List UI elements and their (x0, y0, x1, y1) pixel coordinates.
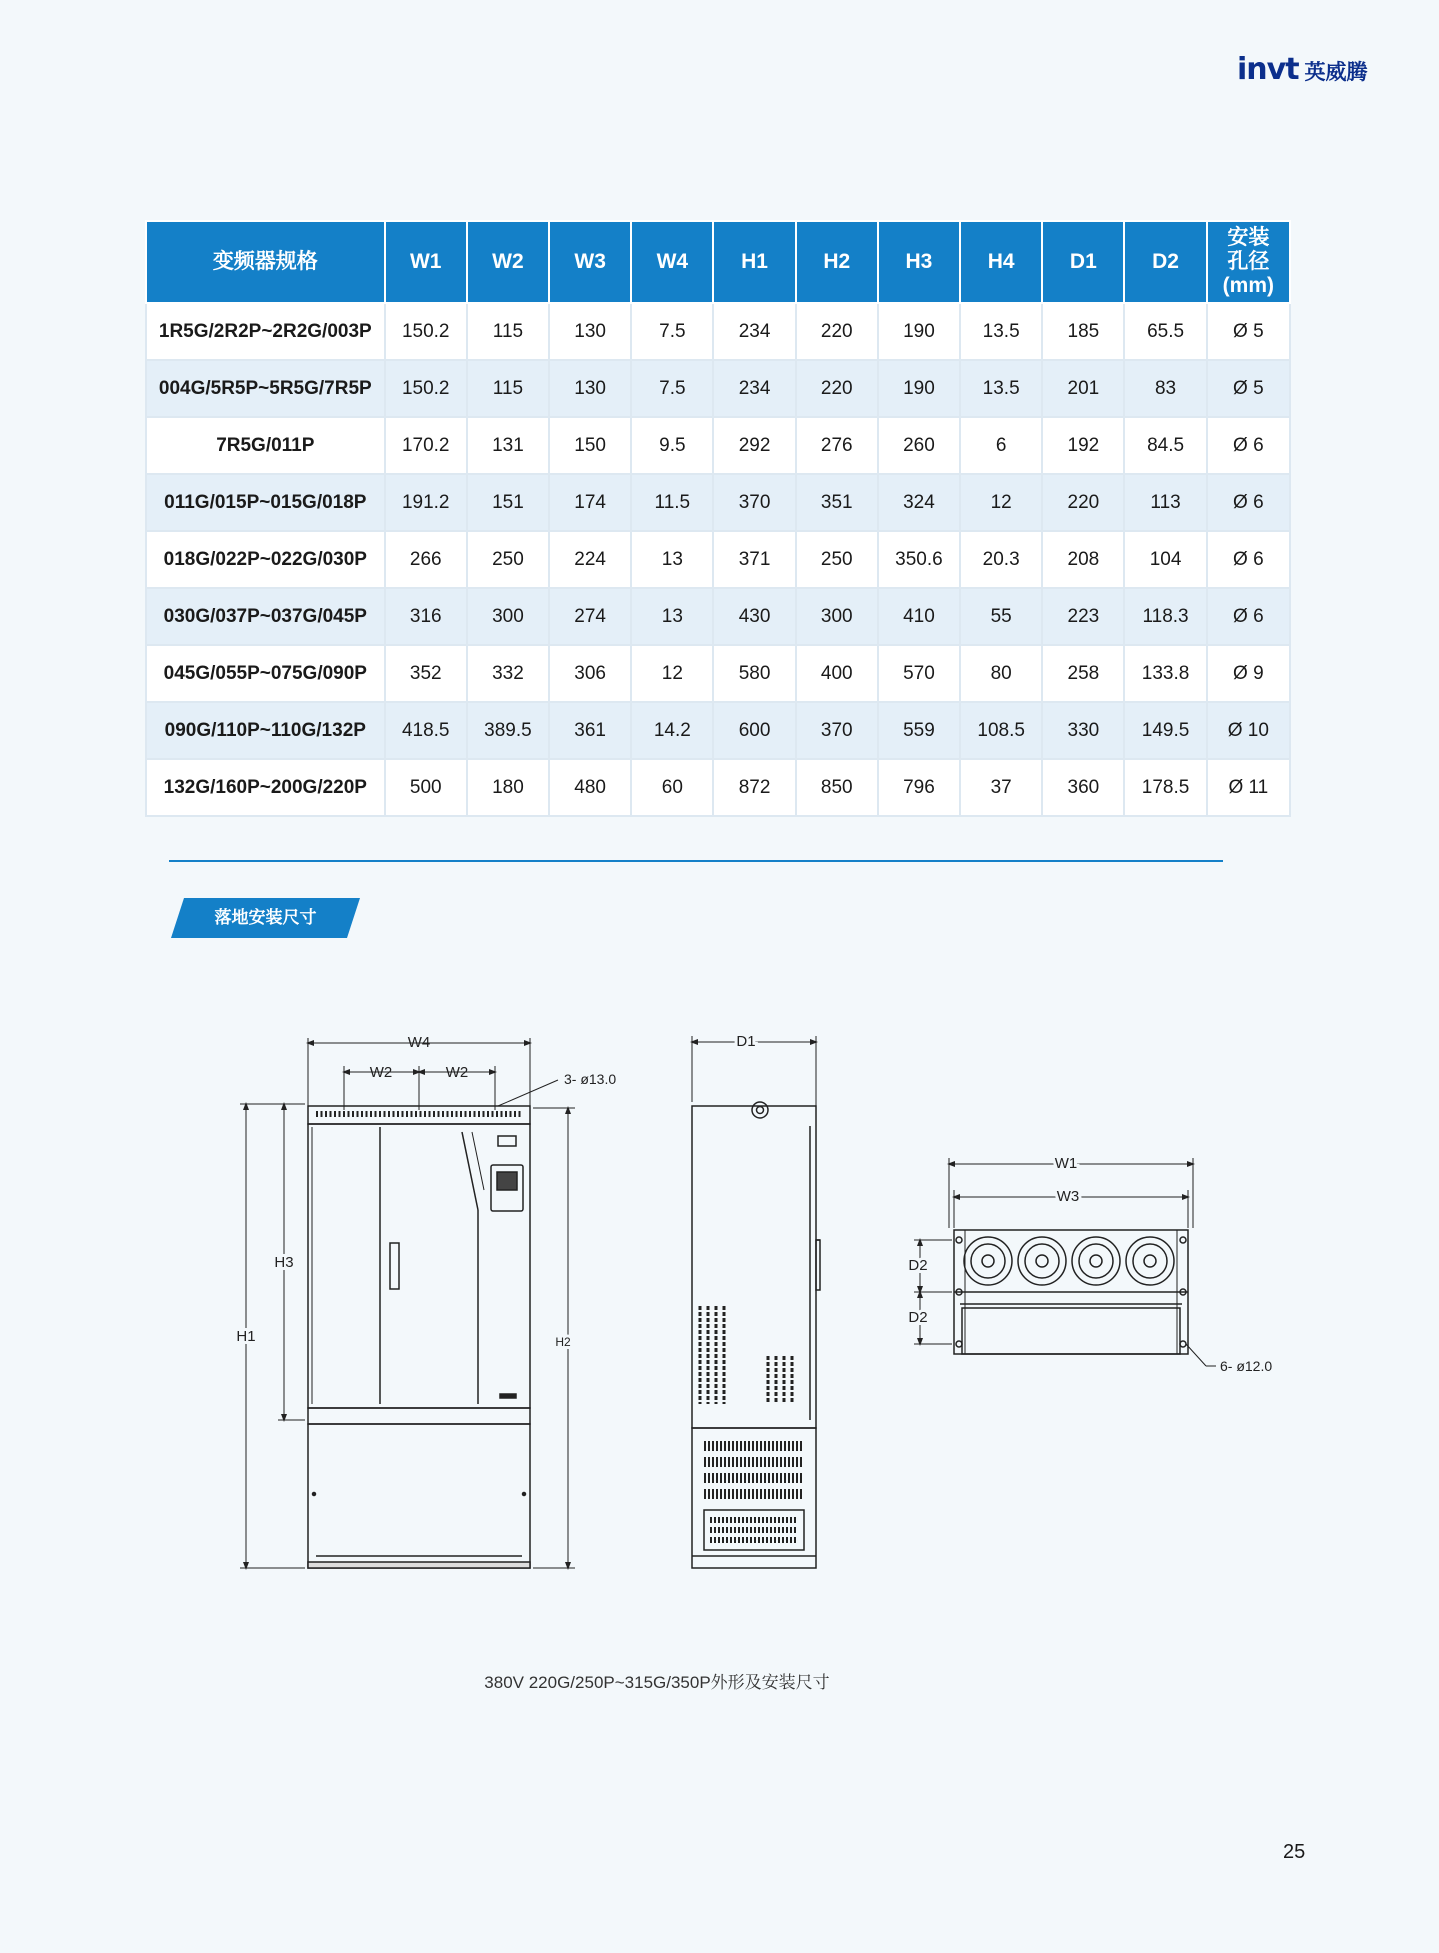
table-row (146, 588, 1290, 645)
value-cell: 13 (631, 588, 713, 645)
value-cell: 316 (385, 588, 467, 645)
value-cell: 104 (1124, 531, 1206, 588)
value-cell: 371 (713, 531, 795, 588)
value-cell: 60 (631, 759, 713, 816)
value-cell: 389.5 (467, 702, 549, 759)
front-view (240, 1038, 575, 1568)
value-cell: 430 (713, 588, 795, 645)
header-hole-line-3: (mm) (1222, 274, 1274, 298)
section-divider (169, 860, 1223, 862)
value-cell: 14.2 (631, 702, 713, 759)
value-cell: 170.2 (385, 417, 467, 474)
side-view-labels (736, 1033, 755, 1050)
value-cell: 174 (549, 474, 631, 531)
value-cell: 600 (713, 702, 795, 759)
header-hole-line-2: 孔径 (1227, 249, 1270, 273)
header-h3: H3 (878, 221, 960, 303)
value-cell: 258 (1042, 645, 1124, 702)
value-cell: 570 (878, 645, 960, 702)
section-tag (171, 898, 360, 938)
value-cell: 149.5 (1124, 702, 1206, 759)
value-cell: 234 (713, 360, 795, 417)
table-header-row (146, 221, 1290, 303)
header-h1: H1 (713, 221, 795, 303)
value-cell: 150.2 (385, 360, 467, 417)
value-cell: 12 (960, 474, 1042, 531)
model-cell: 7R5G/011P (146, 417, 385, 474)
value-cell: 324 (878, 474, 960, 531)
value-cell: 108.5 (960, 702, 1042, 759)
value-cell: 113 (1124, 474, 1206, 531)
value-cell: 133.8 (1124, 645, 1206, 702)
value-cell: 83 (1124, 360, 1206, 417)
value-cell: Ø 6 (1207, 417, 1290, 474)
value-cell: 361 (549, 702, 631, 759)
value-cell: 84.5 (1124, 417, 1206, 474)
value-cell: 796 (878, 759, 960, 816)
header-w3: W3 (549, 221, 631, 303)
value-cell: 13.5 (960, 360, 1042, 417)
header-hole-line-1: 安装 (1227, 225, 1270, 249)
value-cell: Ø 6 (1207, 588, 1290, 645)
value-cell: Ø 11 (1207, 759, 1290, 816)
label-w4: W4 (407, 1034, 431, 1051)
value-cell: 191.2 (385, 474, 467, 531)
value-cell: Ø 9 (1207, 645, 1290, 702)
value-cell: Ø 10 (1207, 702, 1290, 759)
model-cell: 018G/022P~022G/030P (146, 531, 385, 588)
header-w1: W1 (385, 221, 467, 303)
value-cell: 118.3 (1124, 588, 1206, 645)
model-cell: 004G/5R5P~5R5G/7R5P (146, 360, 385, 417)
value-cell: Ø 5 (1207, 303, 1290, 360)
invt-logo (1237, 52, 1368, 87)
value-cell: 220 (1042, 474, 1124, 531)
table-row (146, 645, 1290, 702)
label-d2-upper: D2 (908, 1257, 928, 1274)
value-cell: 190 (878, 303, 960, 360)
value-cell: 150 (549, 417, 631, 474)
value-cell: Ø 6 (1207, 531, 1290, 588)
model-cell: 045G/055P~075G/090P (146, 645, 385, 702)
value-cell: 115 (467, 360, 549, 417)
value-cell: 352 (385, 645, 467, 702)
label-h1: H1 (236, 1328, 256, 1345)
value-cell: 130 (549, 360, 631, 417)
header-hole-diameter (1207, 221, 1290, 303)
table-row (146, 360, 1290, 417)
section-title: 落地安装尺寸 (214, 908, 317, 928)
value-cell: 13 (631, 531, 713, 588)
value-cell: 185 (1042, 303, 1124, 360)
label-top-holes: 3- ø13.0 (564, 1071, 617, 1087)
value-cell: 220 (796, 303, 878, 360)
value-cell: 7.5 (631, 360, 713, 417)
label-w2-right: W2 (445, 1064, 469, 1081)
logo-mark: invt (1237, 52, 1299, 87)
value-cell: 11.5 (631, 474, 713, 531)
value-cell: 223 (1042, 588, 1124, 645)
value-cell: 20.3 (960, 531, 1042, 588)
label-d1: D1 (736, 1033, 756, 1050)
header-w2: W2 (467, 221, 549, 303)
table-row (146, 417, 1290, 474)
value-cell: 220 (796, 360, 878, 417)
value-cell: 180 (467, 759, 549, 816)
value-cell: 850 (796, 759, 878, 816)
model-cell: 090G/110P~110G/132P (146, 702, 385, 759)
value-cell: 580 (713, 645, 795, 702)
value-cell: 13.5 (960, 303, 1042, 360)
value-cell: 332 (467, 645, 549, 702)
header-w4: W4 (631, 221, 713, 303)
label-w2-left: W2 (369, 1064, 393, 1081)
header-d2: D2 (1124, 221, 1206, 303)
header-d1: D1 (1042, 221, 1124, 303)
model-cell: 1R5G/2R2P~2R2G/003P (146, 303, 385, 360)
value-cell: 418.5 (385, 702, 467, 759)
value-cell: 500 (385, 759, 467, 816)
header-h4: H4 (960, 221, 1042, 303)
value-cell: 131 (467, 417, 549, 474)
label-bottom-holes: 6- ø12.0 (1220, 1358, 1273, 1374)
table-row (146, 702, 1290, 759)
front-view-labels (236, 1034, 616, 1349)
value-cell: 12 (631, 645, 713, 702)
value-cell: 55 (960, 588, 1042, 645)
model-cell: 011G/015P~015G/018P (146, 474, 385, 531)
value-cell: 130 (549, 303, 631, 360)
label-w1: W1 (1054, 1155, 1078, 1172)
value-cell: 300 (796, 588, 878, 645)
value-cell: 276 (796, 417, 878, 474)
value-cell: 9.5 (631, 417, 713, 474)
value-cell: 260 (878, 417, 960, 474)
table-row (146, 474, 1290, 531)
value-cell: 201 (1042, 360, 1124, 417)
value-cell: 559 (878, 702, 960, 759)
dimension-table (145, 220, 1291, 817)
value-cell: 292 (713, 417, 795, 474)
label-h2: H2 (555, 1335, 571, 1349)
value-cell: 480 (549, 759, 631, 816)
value-cell: Ø 5 (1207, 360, 1290, 417)
logo-chinese-name: 英威腾 (1304, 60, 1368, 84)
value-cell: 190 (878, 360, 960, 417)
value-cell: 410 (878, 588, 960, 645)
value-cell: 234 (713, 303, 795, 360)
value-cell: 192 (1042, 417, 1124, 474)
value-cell: 330 (1042, 702, 1124, 759)
value-cell: 351 (796, 474, 878, 531)
value-cell: 224 (549, 531, 631, 588)
value-cell: 350.6 (878, 531, 960, 588)
header-h2: H2 (796, 221, 878, 303)
table-row (146, 303, 1290, 360)
value-cell: 7.5 (631, 303, 713, 360)
value-cell: 250 (467, 531, 549, 588)
value-cell: 151 (467, 474, 549, 531)
table-row (146, 531, 1290, 588)
value-cell: 360 (1042, 759, 1124, 816)
value-cell: 250 (796, 531, 878, 588)
value-cell: 80 (960, 645, 1042, 702)
value-cell: 178.5 (1124, 759, 1206, 816)
cabinet-drawing (0, 1000, 1439, 1620)
value-cell: 208 (1042, 531, 1124, 588)
value-cell: 266 (385, 531, 467, 588)
value-cell: 300 (467, 588, 549, 645)
side-view (692, 1036, 820, 1568)
value-cell: 306 (549, 645, 631, 702)
value-cell: 274 (549, 588, 631, 645)
label-h3: H3 (274, 1254, 294, 1271)
header-model: 变频器规格 (146, 221, 385, 303)
value-cell: 400 (796, 645, 878, 702)
value-cell: Ø 6 (1207, 474, 1290, 531)
drawing-caption: 380V 220G/250P~315G/350P外形及安装尺寸 (484, 1673, 830, 1692)
value-cell: 115 (467, 303, 549, 360)
table-row (146, 759, 1290, 816)
value-cell: 872 (713, 759, 795, 816)
model-cell: 030G/037P~037G/045P (146, 588, 385, 645)
value-cell: 150.2 (385, 303, 467, 360)
label-d2-lower: D2 (908, 1309, 928, 1326)
value-cell: 370 (796, 702, 878, 759)
label-w3: W3 (1056, 1188, 1080, 1205)
value-cell: 370 (713, 474, 795, 531)
page-number: 25 (1283, 1841, 1306, 1863)
model-cell: 132G/160P~200G/220P (146, 759, 385, 816)
value-cell: 6 (960, 417, 1042, 474)
value-cell: 65.5 (1124, 303, 1206, 360)
value-cell: 37 (960, 759, 1042, 816)
